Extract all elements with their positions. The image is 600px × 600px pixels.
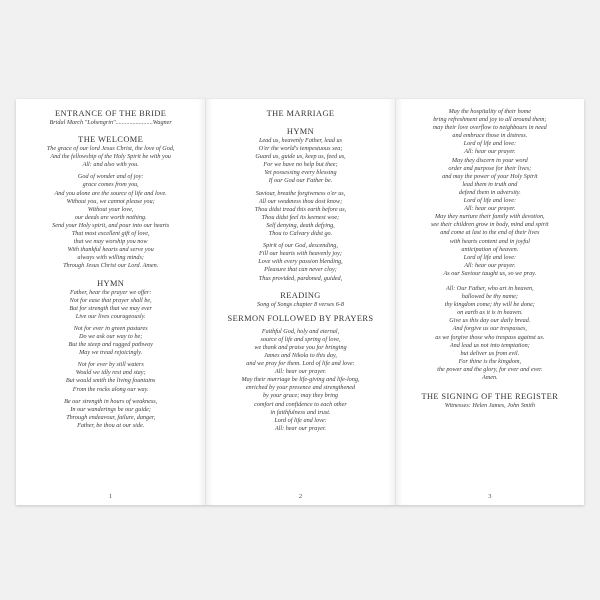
text-line: If our God our Father be. bbox=[268, 177, 333, 185]
text-line: All: and also with you. bbox=[82, 161, 139, 169]
text-line: hallowed be thy name; bbox=[461, 293, 518, 301]
text-line: Give us this day our daily bread. bbox=[449, 317, 531, 325]
text-line: order and purpose for their lives; bbox=[448, 164, 532, 172]
text-line: Thou to Calvary didst go. bbox=[268, 230, 333, 238]
text-line: Amen. bbox=[482, 374, 498, 381]
hymn-verse bbox=[25, 289, 196, 321]
text-line: enriched by your presence and strengthened bbox=[245, 384, 356, 392]
text-line: May we tread rejoicingly. bbox=[79, 349, 143, 357]
entrance-detail: Bridal March "Lohengrin"........................Wagner bbox=[49, 119, 172, 126]
hymn-verse bbox=[25, 325, 196, 357]
text-line: But the steep and rugged pathway bbox=[68, 341, 153, 349]
text-line: Saviour, breathe forgiveness o'er us, bbox=[255, 189, 346, 197]
opening-prayer bbox=[25, 173, 196, 270]
text-line: Lord of life and love: bbox=[274, 416, 327, 424]
text-line: And the fellowship of the Holy Spirit be with you bbox=[50, 153, 171, 161]
text-line: Thou didst feel its keenest woe; bbox=[261, 213, 340, 221]
marriage-heading: THE MARRIAGE bbox=[266, 109, 335, 118]
text-line: And lead us not into temptation; bbox=[449, 341, 530, 349]
entrance-heading: ENTRANCE OF THE BRIDE bbox=[55, 109, 167, 118]
text-line: Pleasure that can never cloy; bbox=[264, 266, 337, 274]
text-line: always with willing minds; bbox=[77, 254, 144, 262]
welcome-heading: THE WELCOME bbox=[78, 135, 144, 145]
text-line: on earth as it is in heaven. bbox=[457, 309, 523, 317]
lords-prayer bbox=[405, 285, 575, 382]
text-line: But would smith the living fountains bbox=[65, 377, 156, 385]
text-line: With thankful hearts and serve you bbox=[67, 246, 154, 254]
text-line: From the rocks along our way. bbox=[72, 385, 149, 393]
text-line: All: hear our prayer. bbox=[464, 261, 516, 269]
text-line: For thine is the kingdom, bbox=[458, 357, 522, 365]
text-line: by your grace; may they bring bbox=[262, 392, 339, 400]
text-line: All: hear our prayer. bbox=[464, 148, 516, 156]
text-line: and embrace those in distress. bbox=[452, 132, 528, 140]
register-detail: Witnesses: Helen James, John Smith bbox=[444, 402, 535, 410]
page-number: 1 bbox=[109, 493, 113, 500]
order-of-service-booklet bbox=[16, 99, 584, 505]
hymn-verse bbox=[25, 398, 196, 430]
text-line: the power and the glory, for ever and ever. bbox=[437, 365, 543, 373]
text-line: May they discern in your word bbox=[451, 156, 528, 164]
text-line: Yet possessing every blessing bbox=[264, 169, 337, 177]
text-line: and come at last to the end of their lives bbox=[440, 229, 540, 237]
text-line: All: hear our prayer. bbox=[274, 368, 327, 376]
welcome-text bbox=[25, 145, 196, 169]
text-line: All: hear our prayer. bbox=[464, 205, 516, 213]
text-line: Lord of life and love: bbox=[463, 140, 516, 148]
sermon-prayers bbox=[215, 328, 385, 433]
page-2 bbox=[205, 99, 394, 505]
text-line: source of life and spring of love, bbox=[260, 335, 341, 343]
text-line: but deliver us from evil. bbox=[460, 349, 520, 357]
text-line: Do we ask our way to be; bbox=[79, 332, 143, 340]
text-line: Father, be thou at our side. bbox=[77, 421, 145, 429]
text-line: in faithfulness and trust. bbox=[270, 408, 331, 416]
intercession-prayers bbox=[405, 108, 575, 278]
text-line: But for strength that we may ever bbox=[69, 304, 152, 312]
text-line: Not for ease that prayer shall be, bbox=[69, 296, 152, 304]
text-line: Thou didst tread this earth before us, bbox=[254, 205, 347, 213]
hymn-verse bbox=[215, 242, 385, 282]
text-line: Through endeavour, failure, danger, bbox=[66, 413, 156, 421]
text-line: and we pray for them. Lord of life and love: bbox=[246, 360, 355, 368]
text-line: The grace of our lord Jesus Christ, the love of God, bbox=[46, 145, 175, 153]
text-line: and may the power of your Holy Spirit bbox=[442, 172, 538, 180]
text-line: Guard us, guide us, keep us, feed us, bbox=[255, 153, 346, 161]
text-line: All: Our Father, who art in heaven, bbox=[445, 284, 534, 292]
text-line: And forgive us our trespasses, bbox=[452, 325, 527, 333]
hymn-verse bbox=[215, 137, 385, 186]
text-line: In our wanderings be our guide; bbox=[70, 405, 151, 413]
text-line: Love with every passion blending, bbox=[258, 258, 343, 266]
register-heading: THE SIGNING OF THE REGISTER bbox=[421, 392, 559, 402]
text-line: Not for ever by still waters bbox=[77, 361, 144, 369]
page-number: 3 bbox=[488, 493, 492, 500]
text-line: Without your love, bbox=[87, 205, 134, 213]
hymn-verse bbox=[25, 361, 196, 393]
page-number: 2 bbox=[298, 493, 303, 500]
text-line: Self denying, death defying, bbox=[266, 221, 335, 229]
text-line: grace comes from you, bbox=[82, 181, 139, 189]
text-line: And you alone are the source of life and love. bbox=[54, 189, 167, 197]
text-line: Send your Holy spirit, and pour into our hearts bbox=[52, 221, 170, 229]
text-line: that we may worship you now bbox=[73, 238, 148, 246]
text-line: see their children grow in body, mind and spirit bbox=[431, 221, 549, 229]
text-line: we thank and praise you for bringing bbox=[254, 343, 347, 351]
text-line: Be our strength in hours of weakness, bbox=[64, 397, 158, 405]
text-line: defend them in adversity. bbox=[458, 188, 521, 196]
text-line: May the hospitality of their home bbox=[448, 108, 531, 115]
text-line: thy kingdom come; thy will be done; bbox=[444, 301, 535, 309]
text-line: All our weakness thou dost know; bbox=[258, 197, 343, 205]
text-line: Through Jesus Christ our Lord. Amen. bbox=[63, 262, 159, 270]
text-line: For we have no help but thee; bbox=[263, 161, 338, 169]
text-line: Spirit of our God, descending, bbox=[263, 242, 338, 250]
reading-heading: READING bbox=[280, 290, 321, 300]
text-line: As our Saviour taught us, so we pray. bbox=[443, 269, 537, 277]
text-line: Lead us, heavenly Father, lead us bbox=[258, 137, 342, 144]
text-line: James and Nikola to this day, bbox=[264, 351, 337, 359]
page-3 bbox=[395, 99, 584, 505]
text-line: with hearts content and in joyful bbox=[449, 237, 530, 245]
text-line: O'er the world's tempestuous sea; bbox=[258, 145, 343, 153]
text-line: bring refreshment and joy to all around them; bbox=[433, 116, 547, 124]
hymn-heading: HYMN bbox=[286, 127, 315, 136]
text-line: comfort and confidence to each other bbox=[254, 400, 347, 408]
page-1 bbox=[16, 99, 205, 505]
text-line: Without you, we cannot please you; bbox=[66, 197, 155, 205]
text-line: Not for ever in green pastures bbox=[73, 324, 148, 332]
hymn-heading: HYMN bbox=[97, 278, 125, 288]
sermon-heading: SERMON FOLLOWED BY PRAYERS bbox=[227, 313, 374, 323]
text-line: May they nurture their family with devotion, bbox=[435, 213, 545, 221]
text-line: Would we idly rest and stay; bbox=[75, 369, 146, 377]
text-line: our deeds are worth nothing. bbox=[74, 213, 147, 221]
text-line: All: hear our prayer. bbox=[274, 424, 327, 432]
text-line: anticipation of heaven. bbox=[461, 245, 519, 253]
text-line: Lord of life and love: bbox=[463, 197, 516, 205]
hymn-verse bbox=[215, 190, 385, 239]
text-line: Fill our hearts with heavenly joy; bbox=[258, 250, 342, 258]
text-line: May their marriage be life-giving and life-long, bbox=[241, 376, 360, 384]
text-line: Live our lives courageously. bbox=[75, 312, 146, 320]
text-line: may their love overflow to neighbours in need bbox=[432, 124, 547, 132]
text-line: Father, hear the prayer we offer: bbox=[69, 288, 152, 296]
text-line: Lord of life and love: bbox=[463, 253, 516, 261]
text-line: lead them in truth and bbox=[462, 180, 518, 188]
text-line: God of wonder and of joy: bbox=[77, 173, 144, 181]
text-line: That most excellent gift of love, bbox=[71, 230, 150, 238]
reading-detail: Song of Songs chapter 8 verses 6-8 bbox=[257, 300, 344, 308]
text-line: Faithful God, holy and eternal, bbox=[261, 327, 340, 335]
text-line: Thus provided, pardoned, guided, bbox=[258, 274, 343, 282]
text-line: as we forgive those who trespass against us. bbox=[435, 333, 545, 341]
